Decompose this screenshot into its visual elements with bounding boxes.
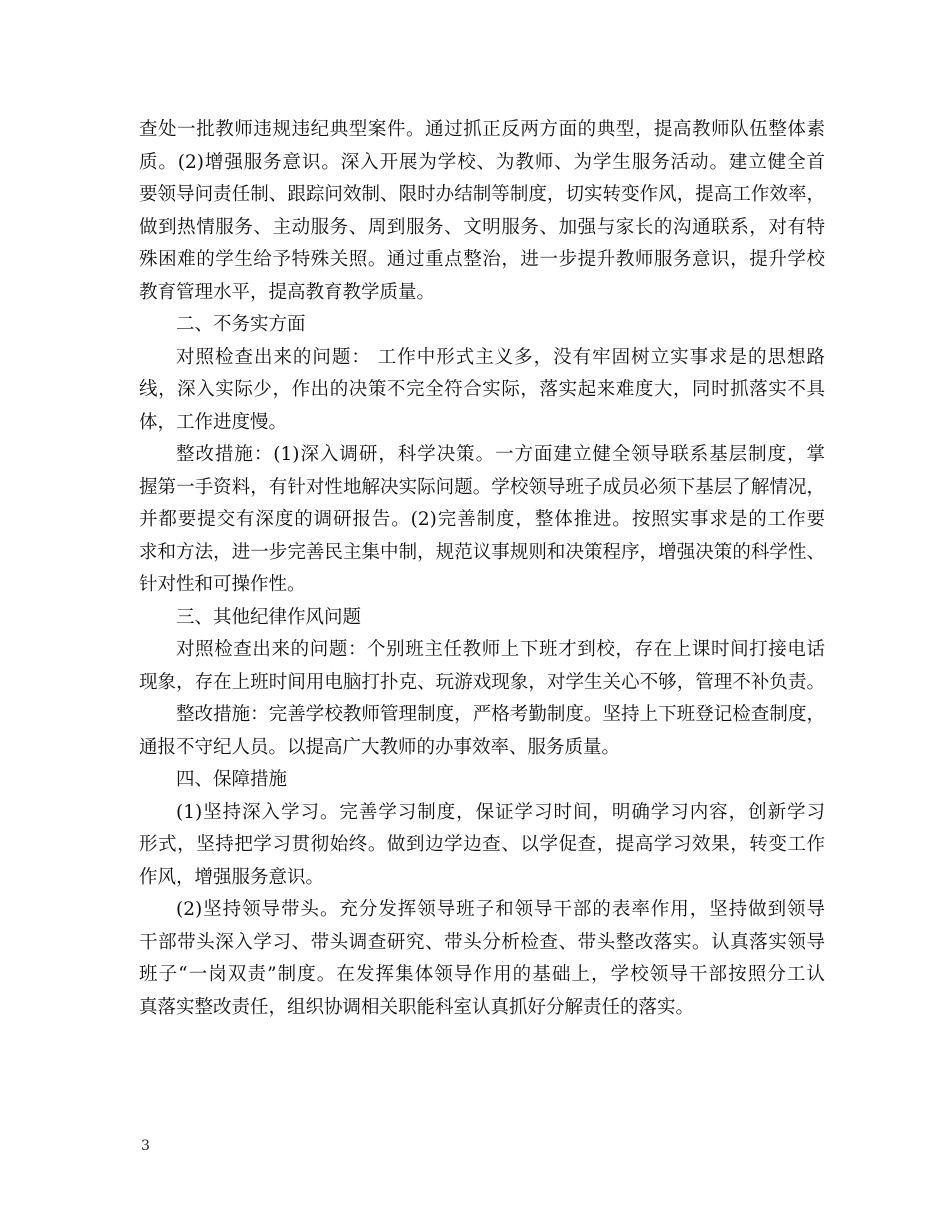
- section-heading: 三、其他纪律作风问题: [176, 606, 362, 628]
- body-line: 对照检查出来的问题：个别班主任教师上下班才到校，存在上课时间打接电话: [176, 639, 825, 660]
- section-heading: 四、保障措施: [176, 769, 288, 790]
- body-line: 现象，存在上班时间用电脑打扑克、玩游戏现象，对学生关心不够，管理不补负责。: [139, 671, 825, 693]
- body-line: (1)坚持深入学习。完善学习制度，保证学习时间，明确学习内容，创新学习: [176, 801, 825, 823]
- body-line: 要领导问责任制、跟踪问效制、限时办结制等制度，切实转变作风，提高工作效率，: [139, 184, 825, 205]
- body-line: 做到热情服务、主动服务、周到服务、文明服务、加强与家长的沟通联系，对有特: [139, 216, 825, 238]
- body-line: 干部带头深入学习、带头调查研究、带头分析检查、带头整改落实。认真落实领导: [139, 931, 825, 953]
- body-line: 求和方法，进一步完善民主集中制，规范议事规则和决策程序，增强决策的科学性、: [139, 541, 825, 563]
- body-line: 握第一手资料，有针对性地解决实际问题。学校领导班子成员必须下基层了解情况，: [139, 476, 825, 498]
- body-line: 作风，增强服务意识。: [139, 866, 325, 888]
- section-heading: 二、不务实方面: [176, 314, 306, 335]
- body-line: 殊困难的学生给予特殊关照。通过重点整治，进一步提升教师服务意识，提升学校: [139, 249, 825, 270]
- body-line: (2)坚持领导带头。充分发挥领导班子和领导干部的表率作用，坚持做到领导: [176, 899, 825, 920]
- body-line: 线，深入实际少，作出的决策不完全符合实际，落实起来难度大，同时抓落实不具: [139, 379, 825, 400]
- body-line: 针对性和可操作性。: [139, 574, 306, 595]
- body-line: 真落实整改责任，组织协调相关职能科室认真抓好分解责任的落实。: [139, 996, 695, 1018]
- body-line: 并都要提交有深度的调研报告。(2)完善制度，整体推进。按照实事求是的工作要: [139, 509, 825, 530]
- body-line: 形式，坚持把学习贯彻始终。做到边学边查、以学促查，提高学习效果，转变工作: [139, 834, 825, 855]
- body-line: 整改措施：(1)深入调研，科学决策。一方面建立健全领导联系基层制度，掌: [176, 444, 825, 465]
- document-body: [139, 114, 825, 1024]
- page-number: 3: [141, 1138, 150, 1154]
- body-line: 查处一批教师违规违纪典型案件。通过抓正反两方面的典型，提高教师队伍整体素: [139, 119, 825, 140]
- body-line: 教育管理水平，提高教育教学质量。: [139, 281, 436, 303]
- body-line: 班子“一岗双责”制度。在发挥集体领导作用的基础上，学校领导干部按照分工认: [139, 964, 825, 985]
- body-line: 对照检查出来的问题： 工作中形式主义多，没有牢固树立实事求是的思想路: [176, 346, 825, 368]
- body-line: 整改措施：完善学校教师管理制度，严格考勤制度。坚持上下班登记检查制度，: [176, 704, 825, 725]
- body-line: 体，工作进度慢。: [139, 411, 288, 433]
- body-line: 质。(2)增强服务意识。深入开展为学校、为教师、为学生服务活动。建立健全首: [139, 151, 825, 173]
- body-line: 通报不守纪人员。以提高广大教师的办事效率、服务质量。: [139, 736, 621, 758]
